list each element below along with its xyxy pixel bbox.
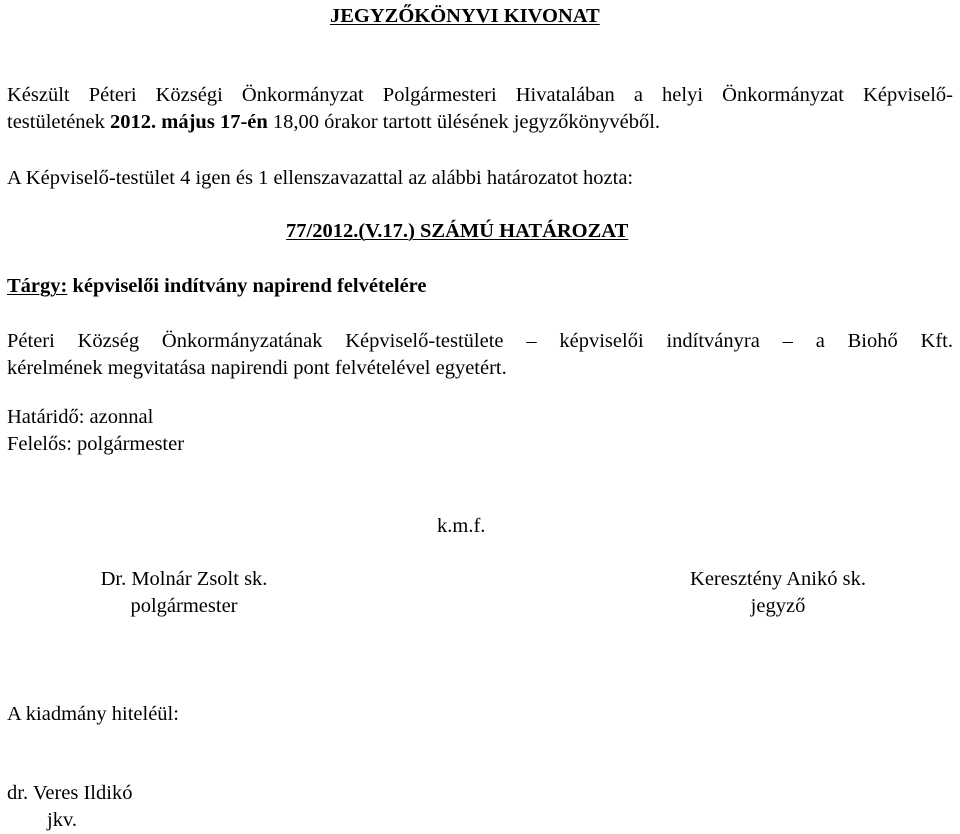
meeting-date: 2012. május 17-én [110, 111, 268, 133]
kmf-mark: k.m.f. [437, 515, 486, 537]
resolution-title [286, 221, 628, 242]
certification-label: A kiadmány hiteléül: [7, 703, 179, 725]
deadline: Határidő: azonnal [7, 406, 154, 428]
subject-line [7, 276, 427, 297]
responsible: Felelős: polgármester [7, 433, 185, 455]
intro-suffix: 18,00 órakor tartott ülésének jegyzőkönyvéből. [267, 111, 661, 133]
body-line-1: Péteri Község Önkormányzatának Képviselő-testülete – képviselői indítványra – a Biohő Kft. [7, 330, 953, 352]
intro-line-1: Készült Péteri Községi Önkormányzat Polgármesteri Hivatalában a helyi Önkormányzat Képviselő- [7, 84, 953, 106]
subject-text: képviselői indítvány napirend felvételére [67, 275, 427, 297]
resolution-label: ) SZÁMÚ HATÁROZAT [408, 220, 629, 242]
vote-statement: A Képviselő-testület 4 igen és 1 ellenszavazattal az alábbi határozatot hozta: [7, 167, 634, 189]
certifier-name: dr. Veres Ildikó [7, 782, 133, 804]
intro-line-2 [7, 112, 660, 133]
certifier-role: jkv. [47, 809, 77, 831]
body-line-2: kérelmének megvitatása napirendi pont felvételével egyetért. [7, 357, 507, 379]
left-signatory-role: polgármester [130, 595, 238, 617]
intro-prefix: testületének [7, 111, 111, 133]
right-signatory-role: jegyző [750, 595, 806, 617]
resolution-number: 77/2012.(V.17. [286, 220, 409, 242]
document-title: JEGYZŐKÖNYVI KIVONAT [330, 5, 600, 27]
left-signatory-name: Dr. Molnár Zsolt sk. [100, 568, 268, 590]
right-signatory-name: Keresztény Anikó sk. [690, 568, 866, 590]
subject-label: Tárgy: [7, 275, 68, 297]
